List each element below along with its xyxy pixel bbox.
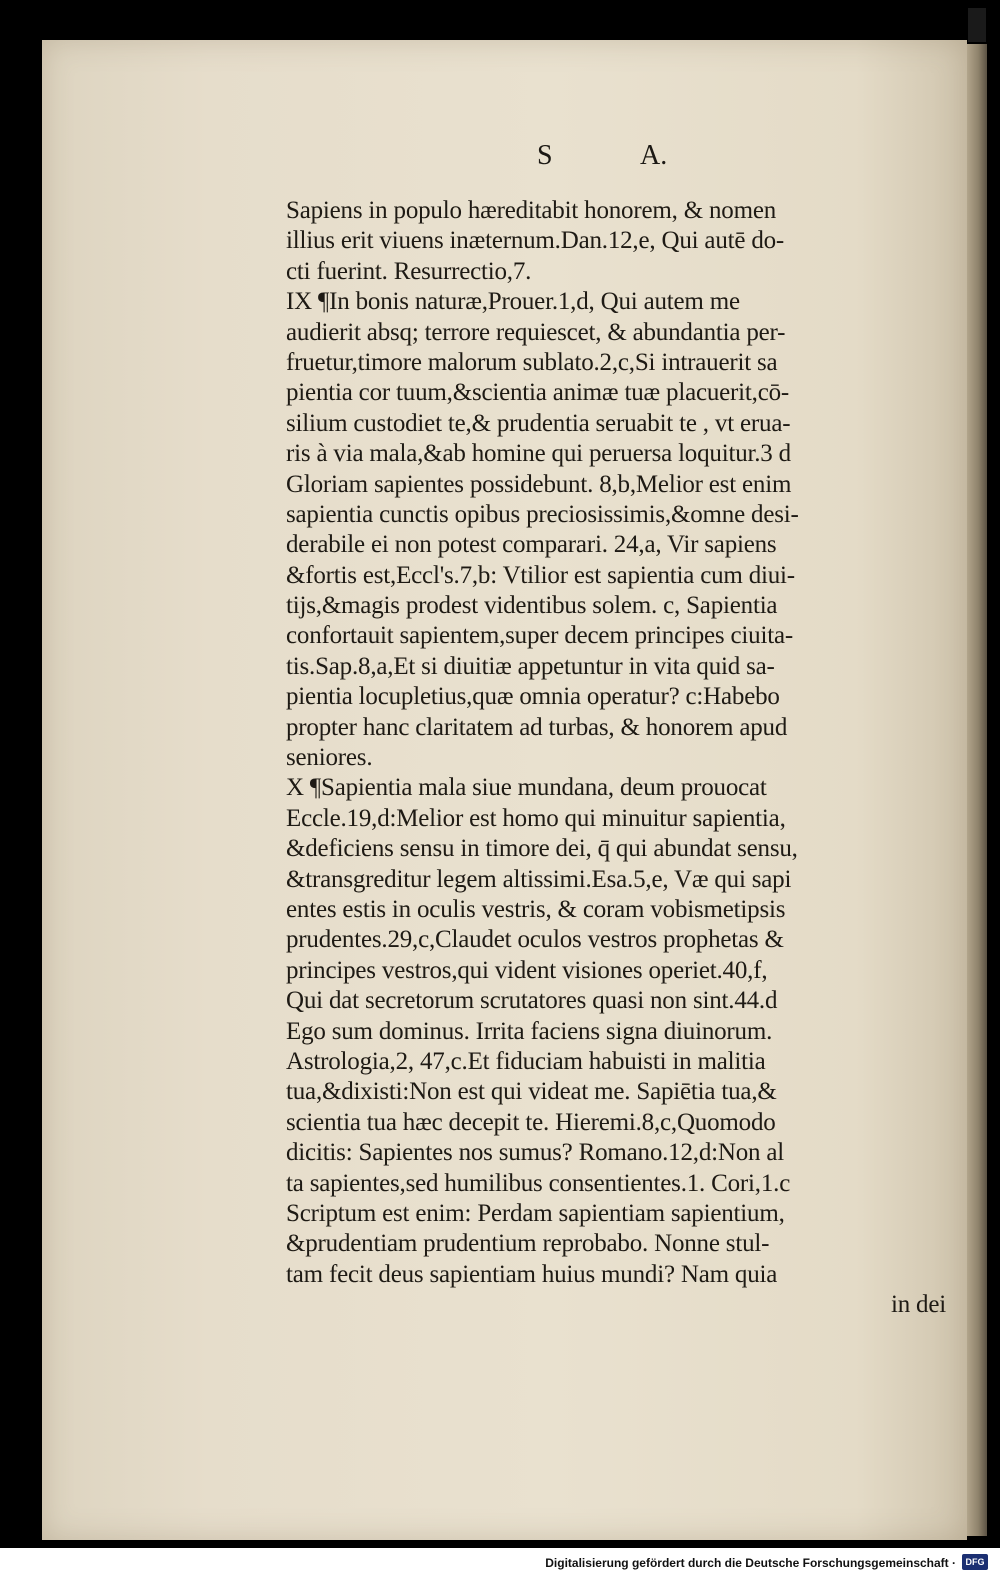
text-line: sapientia cunctis opibus preciosissimis,&omne desi- [286,500,799,528]
text-line: derabile ei non potest comparari. 24,a, Vir sapiens [286,531,777,559]
text-line: ris à via mala,&ab homine qui peruersa loquitur.3 d [286,440,791,468]
header-left-letter: S [537,140,553,171]
text-line: confortauit sapientem,super decem principes ciuita- [286,622,793,650]
footer-credit: Digitalisierung gefördert durch die Deutsche Forschungsgemeinschaft · [545,1556,956,1570]
text-line: tijs,&magis prodest videntibus solem. c, Sapientia [286,592,778,620]
text-line: illius erit viuens inæternum.Dan.12,e, Qui autē do- [286,227,785,255]
text-line: silium custodiet te,& prudentia seruabit te , vt erua- [286,409,791,437]
text-line: principes vestros,qui vident visiones operiet.40,f, [286,956,768,984]
body-text [286,196,946,1320]
dfg-logo-icon: DFG [962,1554,988,1570]
text-line: IX ¶In bonis naturæ,Prouer.1,d, Qui autem me [286,288,740,316]
text-line: &transgreditur legem altissimi.Esa.5,e, Væ qui sapi [286,865,792,893]
text-line: audierit absq; terrore requiescet, & abundantia per- [286,318,786,346]
text-line: prudentes.29,c,Claudet oculos vestros prophetas & [286,926,784,954]
text-line: dicitis: Sapientes nos sumus? Romano.12,d:Non al [286,1139,785,1167]
text-line: X ¶Sapientia mala siue mundana, deum prouocat [286,774,767,802]
text-line: Ego sum dominus. Irrita faciens signa diuinorum. [286,1017,773,1045]
text-line: &deficiens sensu in timore dei, q̄ qui abundat sensu, [286,835,798,863]
text-line: tam fecit deus sapientiam huius mundi? Nam quia [286,1260,778,1288]
text-line: fruetur,timore malorum sublato.2,c,Si intrauerit sa [286,348,778,376]
header-right-letter: A. [640,140,668,171]
text-line: Sapiens in populo hæreditabit honorem, & nomen [286,197,777,224]
text-line: Astrologia,2, 47,c.Et fiduciam habuisti in malitia [286,1047,766,1075]
page-edge [965,44,987,1536]
text-line: Qui dat secretorum scrutatores quasi non sint.44.d [286,987,778,1015]
text-line: pientia cor tuum,&scientia animæ tuæ placuerit,cō- [286,379,790,407]
text-line: scientia tua hæc decepit te. Hieremi.8,c,Quomodo [286,1108,776,1136]
text-line: Gloriam sapientes possidebunt. 8,b,Melior est enim [286,470,792,498]
text-line: propter hanc claritatem ad turbas, & honorem apud [286,713,788,741]
book-page [42,40,967,1540]
text-line: pientia locupletius,quæ omnia operatur? c:Habebo [286,683,780,711]
text-line: &fortis est,Eccl's.7,b: Vtilior est sapientia cum diui- [286,561,795,589]
catchword: in dei [890,1291,946,1319]
text-line: Eccle.19,d:Melior est homo qui minuitur sapientia, [286,804,786,832]
text-line: cti fuerint. Resurrectio,7. [286,257,532,285]
text-line: ta sapientes,sed humilibus consentientes.1. Cori,1.c [286,1169,791,1197]
text-line: seniores. [286,744,373,772]
scan-top-strip [968,8,986,42]
text-line: entes estis in oculis vestris, & coram vobismetipsis [286,895,786,923]
text-line: Scriptum est enim: Perdam sapientiam sapientium, [286,1199,785,1227]
text-line: tis.Sap.8,a,Et si diuitiæ appetuntur in vita quid sa- [286,652,775,680]
text-line: tua,&dixisti:Non est qui videat me. Sapiētia tua,& [286,1078,777,1106]
text-line: &prudentiam prudentium reprobabo. Nonne stul- [286,1230,770,1258]
